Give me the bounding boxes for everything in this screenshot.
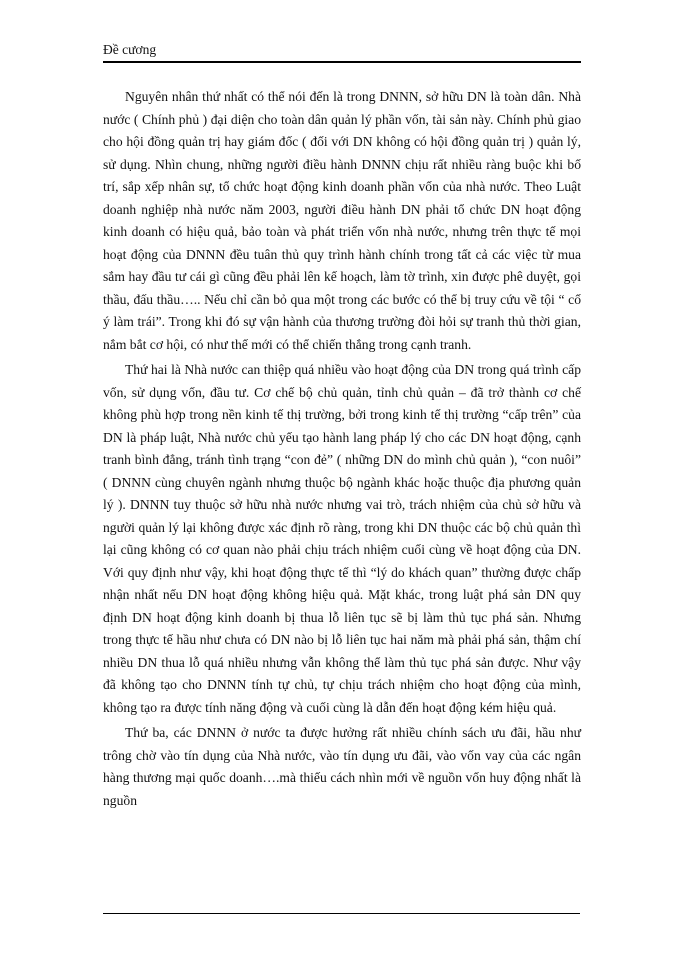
document-body — [103, 86, 581, 812]
header-title: Đề cương — [103, 42, 157, 57]
paragraph-1: Nguyên nhân thứ nhất có thể nói đến là trong DNNN, sở hữu DN là toàn dân. Nhà nước ( Chính phủ ) đại diện cho toàn dân quản lý phần vốn, tài sản này. Chính phủ giao cho hội đồng quản trị hay giám đốc ( đối với DN không có hội đồng quản trị ) quản lý, sử dụng. Nhìn chung, những người điều hành DNNN chịu rất nhiều ràng buộc khi bố trí, sắp xếp nhân sự, tổ chức hoạt động kinh doanh phần vốn của nhà nước. Theo Luật doanh nghiệp nhà nước năm 2003, người điều hành DN phải tổ chức DN hoạt động kinh doanh có hiệu quả, bảo toàn và phát triển vốn nhà nước, nhưng trên thực tế mọi hoạt động của DNNN đều tuân thủ quy trình hành chính trong tất cả các việc từ mua sắm hay đầu tư cái gì cũng đều phải lên kế hoạch, làm tờ trình, xin được phê duyệt, gọi thầu, đấu thầu….. Nếu chỉ cần bỏ qua một trong các bước có thể bị truy cứu về tội “ cố ý làm trái”. Trong khi đó sự vận hành của thương trường đòi hỏi sự tranh thủ thời gian, nắm bắt cơ hội, có như thế mới có thể chiến thắng trong cạnh tranh. — [103, 89, 581, 352]
page-header — [103, 41, 581, 63]
paragraph-3: Thứ ba, các DNNN ở nước ta được hưởng rất nhiều chính sách ưu đãi, hầu như trông chờ vào tín dụng của Nhà nước, vào tín dụng ưu đãi, vào vốn vay của các ngân hàng thương mại quốc doanh….mà thiếu cách nhìn mới về nguồn vốn huy động nhất là nguồn — [103, 725, 581, 808]
footer-divider — [103, 913, 580, 914]
header-divider — [103, 61, 581, 63]
paragraph-2: Thứ hai là Nhà nước can thiệp quá nhiều vào hoạt động của DN trong quá trình cấp vốn, sử dụng vốn, đầu tư. Cơ chế bộ chủ quản, tỉnh chủ quản – đã trở thành cơ chế không phù hợp trong nền kinh tế thị trường, bởi trong kinh tế thị trường “cấp trên” của DN là pháp luật, Nhà nước chủ yếu tạo hành lang pháp lý cho các DN hoạt động, cạnh tranh bình đẳng, tránh tình trạng “con đẻ” ( những DN do mình chủ quản ), “con nuôi” ( DNNN cùng chuyên ngành nhưng thuộc bộ ngành khác hoặc thuộc địa phương quản lý ). DNNN tuy thuộc sở hữu nhà nước nhưng vai trò, trách nhiệm của chủ sở hữu và người quản lý lại không được xác định rõ ràng, trong khi DN thuộc các bộ chủ quản thì lại cũng không có cơ quan nào phải chịu trách nhiệm cuối cùng về hoạt động của DN. Với quy định như vậy, khi hoạt động thực tế thì “lý do khách quan” thường được chấp nhận nhất nếu DN hoạt động không hiệu quả. Mặt khác, trong luật phá sản DN quy định DN hoạt động kinh doanh bị thua lỗ liên tục sẽ bị làm thủ tục phá sản. Nhưng trong thực tế hầu như chưa có DN nào bị lỗ liên tục hai năm mà phải phá sản, thậm chí nhiều DN thua lỗ quá nhiều nhưng vẫn không thể làm thủ tục phá sản được. Như vậy đã không tạo cho DNNN tính tự chủ, tự chịu trách nhiệm cho hoạt động của mình, không tạo ra được tính năng động và cuối cùng là dẫn đến hoạt động kém hiệu quả. — [103, 362, 581, 715]
